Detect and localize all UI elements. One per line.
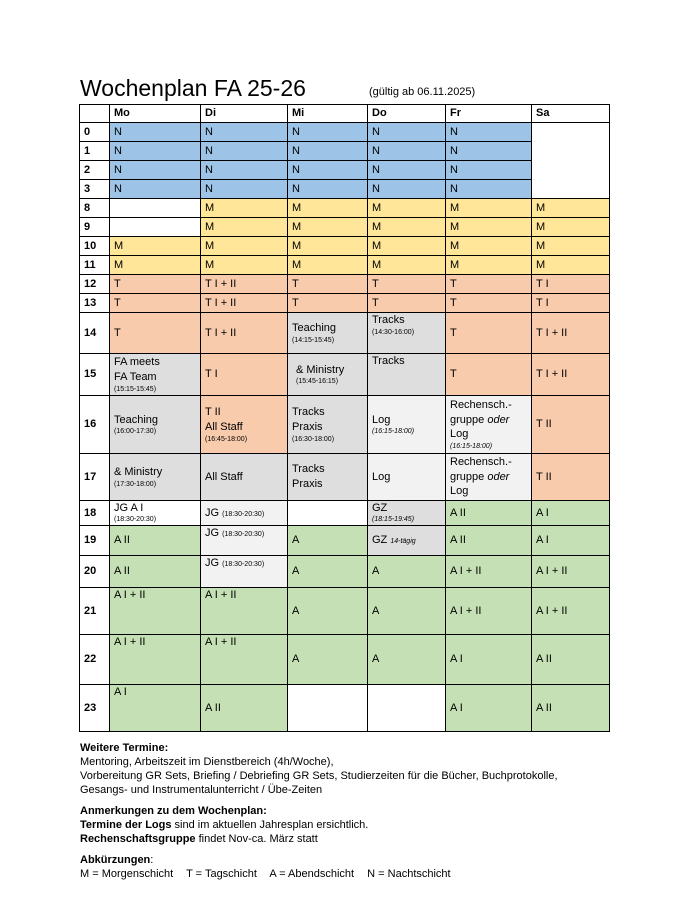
hour-cell: 0 (80, 123, 110, 142)
schedule-cell: M (201, 237, 288, 256)
schedule-cell: M (368, 256, 446, 275)
schedule-cell-jg (201, 556, 288, 588)
cell-label: & Ministry (296, 363, 345, 376)
schedule-cell-log (368, 396, 446, 454)
table-row (80, 354, 610, 396)
schedule-cell: A (288, 635, 368, 685)
schedule-cell: T I + II (201, 294, 288, 313)
schedule-cell: T II (532, 396, 610, 454)
schedule-cell-empty (110, 199, 201, 218)
schedule-cell: M (532, 256, 610, 275)
hour-cell: 16 (80, 396, 110, 454)
schedule-cell-gz (368, 526, 446, 556)
table-row (80, 180, 610, 199)
schedule-cell: All Staff (201, 454, 288, 501)
schedule-cell: N (288, 142, 368, 161)
schedule-cell: A II (532, 685, 610, 732)
schedule-cell: T (110, 313, 201, 354)
schedule-cell: M (446, 237, 532, 256)
time-note: (16:00-17:30) (114, 428, 157, 436)
schedule-cell: A I + II (201, 588, 288, 635)
cell-label: GZ (372, 534, 388, 547)
schedule-cell: T (368, 294, 446, 313)
schedule-cell: A (368, 556, 446, 588)
schedule-cell: T II (532, 454, 610, 501)
schedule-cell: A II (446, 526, 532, 556)
schedule-cell-teaching (110, 396, 201, 454)
time-note: (16:45-18:00) (205, 435, 248, 443)
cell-label: Praxis (292, 478, 323, 490)
cell-label: oder (487, 470, 510, 483)
hour-cell: 17 (80, 454, 110, 501)
schedule-cell: N (368, 161, 446, 180)
schedule-cell-gz (368, 501, 446, 526)
hour-cell: 8 (80, 199, 110, 218)
hour-cell: 10 (80, 237, 110, 256)
cell-label: Tracks (292, 463, 325, 476)
schedule-cell: N (288, 123, 368, 142)
schedule-cell-tracks (368, 313, 446, 354)
schedule-cell: A (288, 526, 368, 556)
schedule-cell-tracks (368, 354, 446, 396)
schedule-cell: T I + II (201, 313, 288, 354)
schedule-cell: M (288, 256, 368, 275)
cell-label: JG (205, 557, 220, 569)
schedule-cell: Log (368, 454, 446, 501)
time-note: (16:15-18:00) (372, 428, 415, 436)
week-schedule-table (79, 104, 610, 732)
schedule-cell: M (532, 199, 610, 218)
cell-label: All Staff (205, 420, 243, 433)
colon: : (150, 854, 154, 866)
hour-cell: 15 (80, 354, 110, 396)
schedule-cell-empty (288, 501, 368, 526)
table-row (80, 556, 610, 588)
rech-note-bold: Rechenschaftsgruppe (80, 833, 196, 845)
schedule-cell-fa-meets (110, 354, 201, 396)
cell-label: JG A I (114, 502, 144, 515)
cell-label: FA meets (114, 356, 160, 369)
page-title: Wochenplan FA 25-26 (80, 75, 306, 101)
time-note: (16:30-18:00) (292, 435, 335, 443)
cell-label: Rechensch.- (450, 455, 512, 468)
schedule-cell: A I + II (446, 588, 532, 635)
weitere-line: Gesangs- und Instrumentalunterricht / Übe-Zeiten (80, 784, 323, 796)
schedule-cell: M (288, 199, 368, 218)
cell-label: GZ (372, 502, 388, 515)
schedule-cell: M (110, 237, 201, 256)
schedule-cell: M (446, 256, 532, 275)
schedule-cell: A II (201, 685, 288, 732)
schedule-cell: A II (532, 635, 610, 685)
day-header-mo: Mo (110, 105, 201, 123)
hour-cell: 21 (80, 588, 110, 635)
cell-label: & Ministry (114, 466, 163, 479)
time-note: (18:15-19:45) (372, 515, 415, 523)
schedule-cell-empty (368, 685, 446, 732)
hour-cell: 3 (80, 180, 110, 199)
table-row (80, 161, 610, 180)
cell-label: JG (205, 506, 220, 519)
schedule-cell-empty (532, 123, 610, 199)
cell-label: oder (487, 413, 510, 426)
day-header-mi: Mi (288, 105, 368, 123)
cell-label: Rechensch.- (450, 398, 512, 411)
schedule-cell: T (446, 313, 532, 354)
schedule-cell: N (368, 123, 446, 142)
schedule-cell-rechenschaft (446, 454, 532, 501)
schedule-cell: N (201, 123, 288, 142)
time-note: (15:15-15:45) (114, 385, 157, 393)
schedule-cell-teaching (288, 313, 368, 354)
time-note: (16:15-18:00) (450, 443, 493, 451)
table-row (80, 635, 610, 685)
table-row (80, 454, 610, 501)
schedule-cell: M (368, 199, 446, 218)
day-header-do: Do (368, 105, 446, 123)
hour-cell: 19 (80, 526, 110, 556)
schedule-cell: T (288, 294, 368, 313)
table-row (80, 237, 610, 256)
cell-label: gruppe (450, 413, 485, 426)
schedule-cell: A (368, 635, 446, 685)
schedule-cell: N (446, 180, 532, 199)
hour-cell: 11 (80, 256, 110, 275)
schedule-cell: A I + II (532, 556, 610, 588)
hour-cell: 1 (80, 142, 110, 161)
cell-label: Teaching (292, 322, 337, 335)
hour-cell: 23 (80, 685, 110, 732)
schedule-cell: M (368, 237, 446, 256)
time-note: (18:30-20:30) (222, 561, 265, 568)
abkuerzungen-heading: Abkürzungen (80, 854, 151, 866)
hour-cell: 18 (80, 501, 110, 526)
time-note: (15:45-16:15) (296, 378, 339, 386)
schedule-cell: T (446, 275, 532, 294)
schedule-cell: N (288, 180, 368, 199)
schedule-cell-tracks-praxis (288, 396, 368, 454)
schedule-cell: N (110, 142, 201, 161)
schedule-cell: T I (201, 354, 288, 396)
hour-cell: 20 (80, 556, 110, 588)
schedule-cell: N (368, 180, 446, 199)
schedule-cell: M (201, 199, 288, 218)
table-row (80, 199, 610, 218)
weitere-line: Vorbereitung GR Sets, Briefing / Debriefing GR Sets, Studierzeiten für die Bücher, Buchprotokolle, (80, 770, 558, 782)
schedule-cell: M (288, 218, 368, 237)
corner-cell (80, 105, 110, 123)
logs-note-text: sind im aktuellen Jahresplan ersichtlich. (171, 819, 369, 831)
rech-note-text: findet Nov-ca. März statt (195, 833, 318, 845)
schedule-cell: T I + II (201, 275, 288, 294)
schedule-cell: T (368, 275, 446, 294)
schedule-cell: M (368, 218, 446, 237)
cell-label: Praxis (292, 420, 323, 433)
abbreviations-line (80, 867, 620, 881)
schedule-cell: A I (532, 501, 610, 526)
schedule-cell-rechenschaft (446, 396, 532, 454)
schedule-cell: A I (532, 526, 610, 556)
schedule-cell-tracks-praxis (288, 454, 368, 501)
table-row (80, 685, 610, 732)
table-row (80, 313, 610, 354)
schedule-cell: A II (110, 556, 201, 588)
schedule-cell-jg (110, 501, 201, 526)
schedule-cell: N (110, 161, 201, 180)
hour-cell: 13 (80, 294, 110, 313)
schedule-cell-all-staff (201, 396, 288, 454)
day-header-di: Di (201, 105, 288, 123)
schedule-cell: A (368, 588, 446, 635)
cell-label: Tracks (372, 314, 405, 326)
abbr-n: N = Nachtschicht (367, 868, 451, 880)
abbr-m: M = Morgenschicht (80, 868, 174, 880)
time-note: (18:30-20:30) (222, 510, 265, 518)
schedule-cell: A II (446, 501, 532, 526)
schedule-cell: T I + II (532, 313, 610, 354)
schedule-cell: A I + II (201, 635, 288, 685)
schedule-cell: A I + II (110, 635, 201, 685)
time-note: (18:30-20:30) (222, 531, 265, 538)
day-header-sa: Sa (532, 105, 610, 123)
schedule-cell: M (201, 256, 288, 275)
schedule-cell: M (201, 218, 288, 237)
notes-section (80, 741, 620, 881)
schedule-cell-jg (201, 501, 288, 526)
cell-label: Tracks (292, 406, 325, 419)
schedule-cell: T (446, 294, 532, 313)
schedule-cell: N (201, 161, 288, 180)
table-row (80, 123, 610, 142)
cell-label: JG (205, 527, 220, 539)
schedule-cell: N (110, 123, 201, 142)
weitere-termine-heading: Weitere Termine: (80, 742, 169, 754)
schedule-cell: N (368, 142, 446, 161)
schedule-cell: A I + II (110, 588, 201, 635)
schedule-cell: A I (446, 685, 532, 732)
anmerkungen-heading: Anmerkungen zu dem Wochenplan: (80, 805, 267, 817)
hour-cell: 22 (80, 635, 110, 685)
time-note: (18:30-20:30) (114, 515, 157, 523)
schedule-cell: T (110, 294, 201, 313)
schedule-cell: T (288, 275, 368, 294)
schedule-cell: M (288, 237, 368, 256)
cell-label: Log (450, 485, 469, 498)
time-note: (14:15-15:45) (292, 336, 335, 344)
table-row (80, 275, 610, 294)
schedule-cell: N (201, 142, 288, 161)
table-row (80, 588, 610, 635)
schedule-cell: N (446, 142, 532, 161)
schedule-cell: A I (446, 635, 532, 685)
hour-cell: 2 (80, 161, 110, 180)
schedule-cell: M (532, 237, 610, 256)
table-row (80, 256, 610, 275)
validity-note: (gültig ab 06.11.2025) (369, 86, 476, 98)
schedule-cell: M (110, 256, 201, 275)
schedule-cell: A I + II (446, 556, 532, 588)
abbr-t: T = Tagschicht (186, 868, 257, 880)
cell-label: Teaching (114, 413, 159, 426)
schedule-cell-empty (288, 685, 368, 732)
table-row (80, 142, 610, 161)
cell-label: Tracks (372, 355, 405, 367)
time-note: 14-tägig (390, 538, 416, 546)
schedule-cell: M (532, 218, 610, 237)
cell-label: T II (205, 406, 221, 419)
abbr-a: A = Abendschicht (269, 868, 355, 880)
schedule-cell-ministry (110, 454, 201, 501)
schedule-cell: A (288, 556, 368, 588)
hour-cell: 12 (80, 275, 110, 294)
cell-label: gruppe (450, 470, 485, 483)
table-row (80, 396, 610, 454)
schedule-cell: N (446, 123, 532, 142)
cell-label: FA Team (114, 370, 157, 383)
schedule-cell: A I + II (532, 588, 610, 635)
schedule-cell: N (110, 180, 201, 199)
schedule-cell-jg (201, 526, 288, 556)
schedule-cell: T (446, 354, 532, 396)
day-header-fr: Fr (446, 105, 532, 123)
time-note: (17:30-18:00) (114, 480, 157, 488)
schedule-cell: N (288, 161, 368, 180)
header-row (80, 105, 610, 123)
hour-cell: 9 (80, 218, 110, 237)
hour-cell: 14 (80, 313, 110, 354)
schedule-cell: N (446, 161, 532, 180)
table-row (80, 526, 610, 556)
schedule-cell: A I (110, 685, 201, 732)
schedule-cell: A (288, 588, 368, 635)
schedule-cell: N (201, 180, 288, 199)
table-row (80, 501, 610, 526)
schedule-cell: T I + II (532, 354, 610, 396)
schedule-cell: T I (532, 294, 610, 313)
logs-note-bold: Termine der Logs (80, 819, 172, 831)
schedule-cell: A II (110, 526, 201, 556)
schedule-cell-empty (110, 218, 201, 237)
cell-label: Log (372, 413, 391, 426)
schedule-cell: T (110, 275, 201, 294)
schedule-cell: M (446, 218, 532, 237)
cell-label: Log (450, 428, 469, 441)
table-row (80, 218, 610, 237)
weitere-line: Mentoring, Arbeitszeit im Dienstbereich (4h/Woche), (80, 756, 334, 768)
table-row (80, 294, 610, 313)
schedule-cell: M (446, 199, 532, 218)
schedule-cell-ministry (288, 354, 368, 396)
schedule-cell: T I (532, 275, 610, 294)
time-note: (14:30-16:00) (372, 328, 415, 336)
